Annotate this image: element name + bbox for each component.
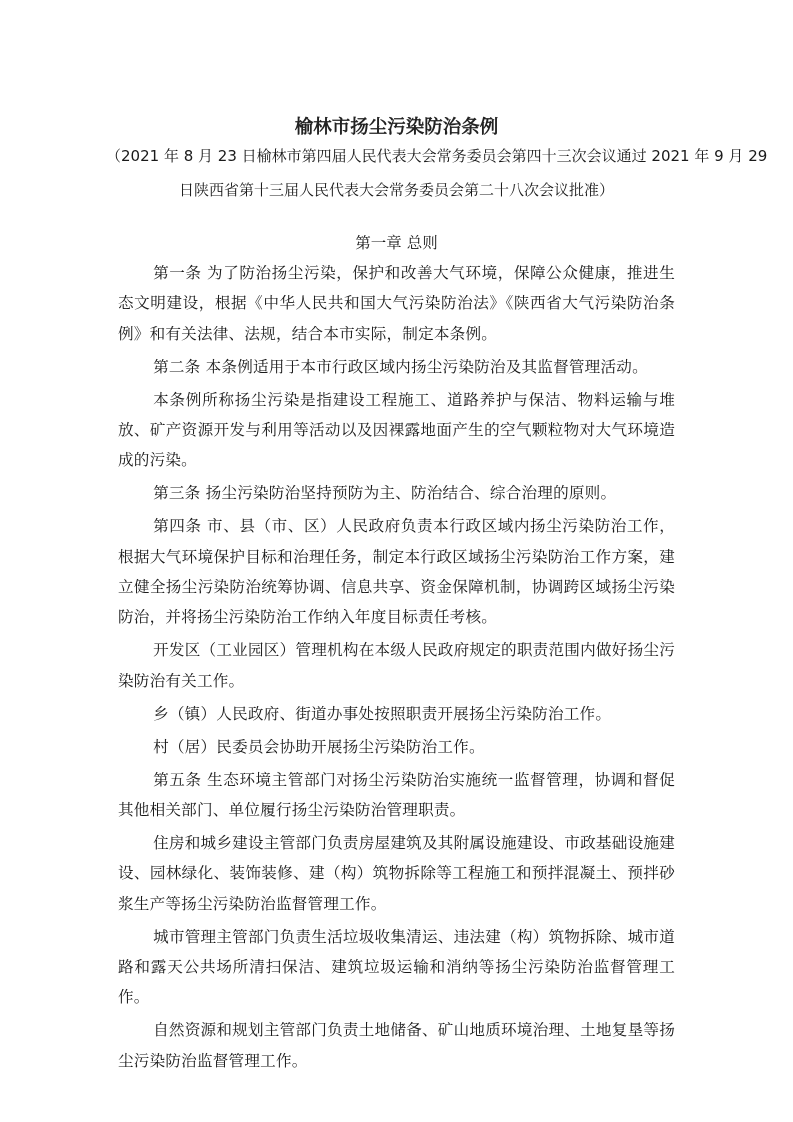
chapter-heading: 第一章 总则 — [355, 234, 438, 252]
article-5-urban-management-paragraph: 城市管理主管部门负责生活垃圾收集清运、违法建（构）筑物拆除、城市道路和露天公共场所清扫保洁、建筑垃圾运输和消纳等扬尘污染防治监督管理工作。 — [118, 927, 675, 1007]
article-4-development-zone-paragraph: 开发区（工业园区）管理机构在本级人民政府规定的职责范围内做好扬尘污染防治有关工作。 — [118, 641, 675, 690]
document-title: 榆林市扬尘污染防治条例 — [294, 117, 499, 139]
article-3-paragraph: 第三条 扬尘污染防治坚持预防为主、防治结合、综合治理的原则。 — [153, 484, 617, 503]
document-subtitle — [106, 139, 768, 207]
article-5-natural-resources-paragraph: 自然资源和规划主管部门负责土地储备、矿山地质环境治理、土地复垦等扬尘污染防治监督管理工作。 — [118, 1021, 675, 1070]
subtitle-line: （2021 年 8 月 23 日榆林市第四届人民代表大会常务委员会第四十三次会议通过 2021 年 9 月 29 — [106, 147, 768, 165]
article-4-paragraph: 第四条 市、县（市、区）人民政府负责本行政区域内扬尘污染防治工作，根据大气环境保护目标和治理任务，制定本行政区域扬尘污染防治工作方案，建立健全扬尘污染防治统筹协调、信息共享、资金保障机制，协调跨区域扬尘污染防治，并将扬尘污染防治工作纳入年度目标责任考核。 — [118, 517, 675, 627]
article-4-township-paragraph: 乡（镇）人民政府、街道办事处按照职责开展扬尘污染防治工作。 — [153, 704, 612, 723]
subtitle-line: 日陕西省第十三届人民代表大会常务委员会第二十八次会议批准） — [178, 181, 614, 199]
article-5-paragraph: 第五条 生态环境主管部门对扬尘污染防治实施统一监督管理，协调和督促其他相关部门、单位履行扬尘污染防治管理职责。 — [118, 770, 675, 819]
article-1-paragraph: 第一条 为了防治扬尘污染，保护和改善大气环境，保障公众健康，推进生态文明建设，根据《中华人民共和国大气污染防治法》《陕西省大气污染防治条例》和有关法律、法规，结合本市实际，制定本条例。 — [118, 264, 675, 343]
document-body — [118, 258, 675, 1079]
article-2-paragraph: 第二条 本条例适用于本市行政区域内扬尘污染防治及其监督管理活动。 — [153, 357, 648, 376]
article-2-definition-paragraph: 本条例所称扬尘污染是指建设工程施工、道路养护与保洁、物料运输与堆放、矿产资源开发与利用等活动以及因裸露地面产生的空气颗粒物对大气环境造成的污染。 — [118, 390, 675, 470]
article-4-village-paragraph: 村（居）民委员会协助开展扬尘污染防治工作。 — [153, 737, 485, 756]
article-5-housing-paragraph: 住房和城乡建设主管部门负责房屋建筑及其附属设施建设、市政基础设施建设、园林绿化、装饰装修、建（构）筑物拆除等工程施工和预拌混凝土、预拌砂浆生产等扬尘污染防治监督管理工作。 — [118, 833, 675, 913]
